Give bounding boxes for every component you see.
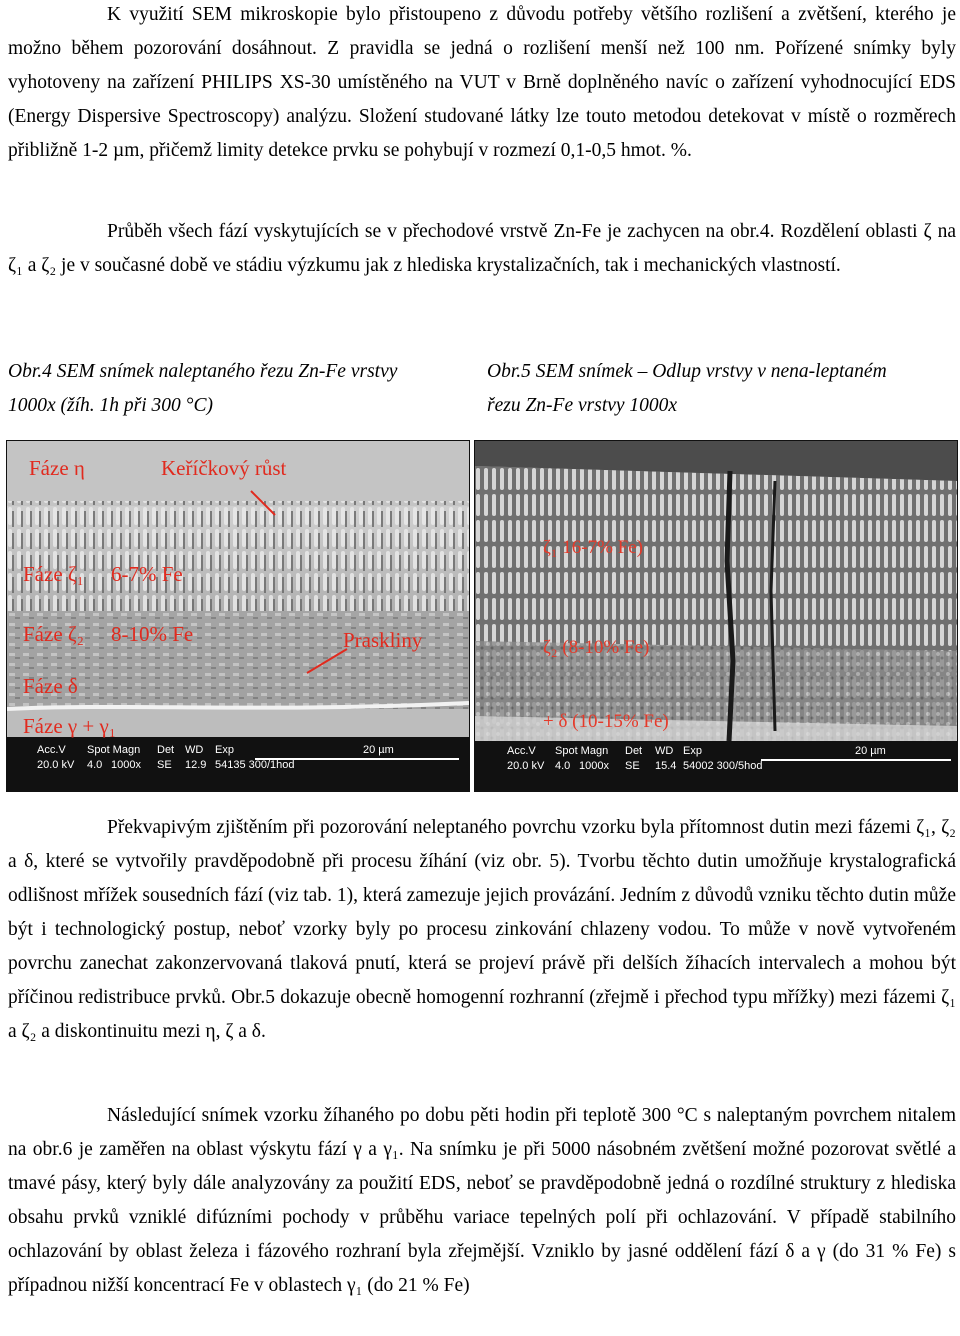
label-phase-zeta2: Fáze ζ₂ <box>23 622 84 646</box>
label-zeta2-fe: ζ₂ (8-10% Fe) <box>543 637 650 658</box>
sem-image-fig5 <box>474 440 958 792</box>
svg-text:Spot Magn: Spot Magn <box>555 745 609 757</box>
paragraph-sem-intro: K využití SEM mikroskopie bylo přistoupeno z důvodu potřeby většího rozlišení a zvětšení, kterého je možno během pozorování dosáhnout. Z pravidla se jedná o rozlišení menší než 100 nm. Pořízené snímky byly vyhotoveny na zařízení PHILIPS XS-30 umístěného na VUT v Brně doplněného navíc o zařízení vyhodnocující EDS (Energy Dispersive Spectroscopy) analýzu. Složení studované látky lze touto metodou detekovat v místě o rozměrech přibližně 1-2 µm, přičemž limity detekce prvku se pohybují v rozmezí 0,1-0,5 hmot. %. <box>8 4 956 161</box>
label-phase-delta: Fáze δ <box>23 674 78 698</box>
svg-text:Acc.V: Acc.V <box>37 744 66 756</box>
svg-text:Acc.V: Acc.V <box>507 745 536 757</box>
svg-text:20.0 kV: 20.0 kV <box>37 759 75 771</box>
svg-text:SE: SE <box>625 760 640 772</box>
label-whisker-growth: Keříčkový růst <box>161 456 287 480</box>
svg-text:20 µm: 20 µm <box>363 744 394 756</box>
svg-text:4.0: 4.0 <box>87 759 103 771</box>
svg-text:Exp: Exp <box>683 745 702 757</box>
svg-text:Exp: Exp <box>215 744 234 756</box>
svg-text:54135 300/1hod: 54135 300/1hod <box>215 759 295 771</box>
caption-fig4: Obr.4 SEM snímek naleptaného řezu Zn-Fe vrstvy 1000x (žíh. 1h při 300 °C) <box>8 361 398 416</box>
svg-text:Spot Magn: Spot Magn <box>87 744 141 756</box>
paragraph-phases: Průběh všech fází vyskytujících se v přechodové vrstvě Zn-Fe je zachycen na obr.4. Rozdělení oblasti ζ na ζ₁ a ζ₂ je v současné době ve stádiu výzkumu jak z hlediska krystalizačních, tak i mechanických vlastností. <box>8 221 956 276</box>
sem-image-fig4 <box>6 440 470 792</box>
svg-text:WD: WD <box>185 744 204 756</box>
svg-text:12.9: 12.9 <box>185 759 207 771</box>
svg-text:15.4: 15.4 <box>655 760 677 772</box>
svg-text:1000x: 1000x <box>579 760 609 772</box>
label-zeta1-fe: ζ₁ 16-7% Fe) <box>543 537 643 558</box>
label-cracks: Praskliny <box>343 628 423 652</box>
svg-text:20 µm: 20 µm <box>855 745 886 757</box>
svg-text:SE: SE <box>157 759 172 771</box>
svg-text:Det: Det <box>157 744 175 756</box>
caption-fig5: Obr.5 SEM snímek – Odlup vrstvy v nena-leptaném řezu Zn-Fe vrstvy 1000x <box>487 361 887 416</box>
svg-text:54002 300/5hod: 54002 300/5hod <box>683 760 763 772</box>
label-phase-gamma: Fáze γ + γ₁ <box>23 714 117 738</box>
svg-text:1000x: 1000x <box>111 759 141 771</box>
label-phase-zeta1: Fáze ζ₁ <box>23 562 84 586</box>
paragraph-cavities: Překvapivým zjištěním při pozorování neleptaného povrchu vzorku byla přítomnost dutin mezi fázemi ζ₁, ζ₂ a δ, které se vytvořily pravděpodobně při procesu žíhání (viz obr. 5). Tvorbu těchto dutin umožňuje krystalografická odlišnost mřížek sousedních fází (viz tab. 1), která zamezuje jejich provázání. Jedním z důvodů vzniku těchto dutin může být i technologický postup, neboť vzorky byly po procesu zinkování chlazeny vodou. To může v nově vytvořeném povrchu zanechat zakonzervovaná tlaková pnutí, která se projeví právě při delších žíhacích intervalech a mohou být příčinou redistribuce prvků. Obr.5 dokazuje obecně homogenní rozhranní (zřejmě i přechod typu mřížky) mezi fázemi ζ₁ a ζ₂ a diskontinuitu mezi η, ζ a δ. <box>8 817 956 1042</box>
svg-text:4.0: 4.0 <box>555 760 571 772</box>
svg-text:Det: Det <box>625 745 643 757</box>
label-zeta1-fe: 6-7% Fe <box>111 562 183 586</box>
label-zeta2-fe: 8-10% Fe <box>111 622 194 646</box>
svg-text:WD: WD <box>655 745 674 757</box>
label-phase-eta: Fáze η <box>29 456 85 480</box>
paragraph-next-image: Následující snímek vzorku žíhaného po dobu pěti hodin při teplotě 300 °C s naleptaným povrchem nitalem na obr.6 je zaměřen na oblast výskytu fází γ a γ₁. Na snímku je při 5000 násobném zvětšení možné pozorovat světlé a tmavé pásy, který byly dále analyzovány za použití EDS, neboť se pravděpodobně jedná o rozdílné struktury z hlediska obsahu prvků vzniklé difúzními pochody v průběhu variace tepelných polí při ochlazování. V případě stabilního ochlazování by oblast železa i fázového rozhraní byla zřejmější. Vzniklo by jasné oddělení fází δ a γ (do 31 % Fe) s případnou nižší koncentrací Fe v oblastech γ₁ (do 21 % Fe) <box>8 1105 956 1296</box>
svg-text:20.0 kV: 20.0 kV <box>507 760 545 772</box>
label-delta-fe: + δ (10-15% Fe) <box>543 711 669 732</box>
